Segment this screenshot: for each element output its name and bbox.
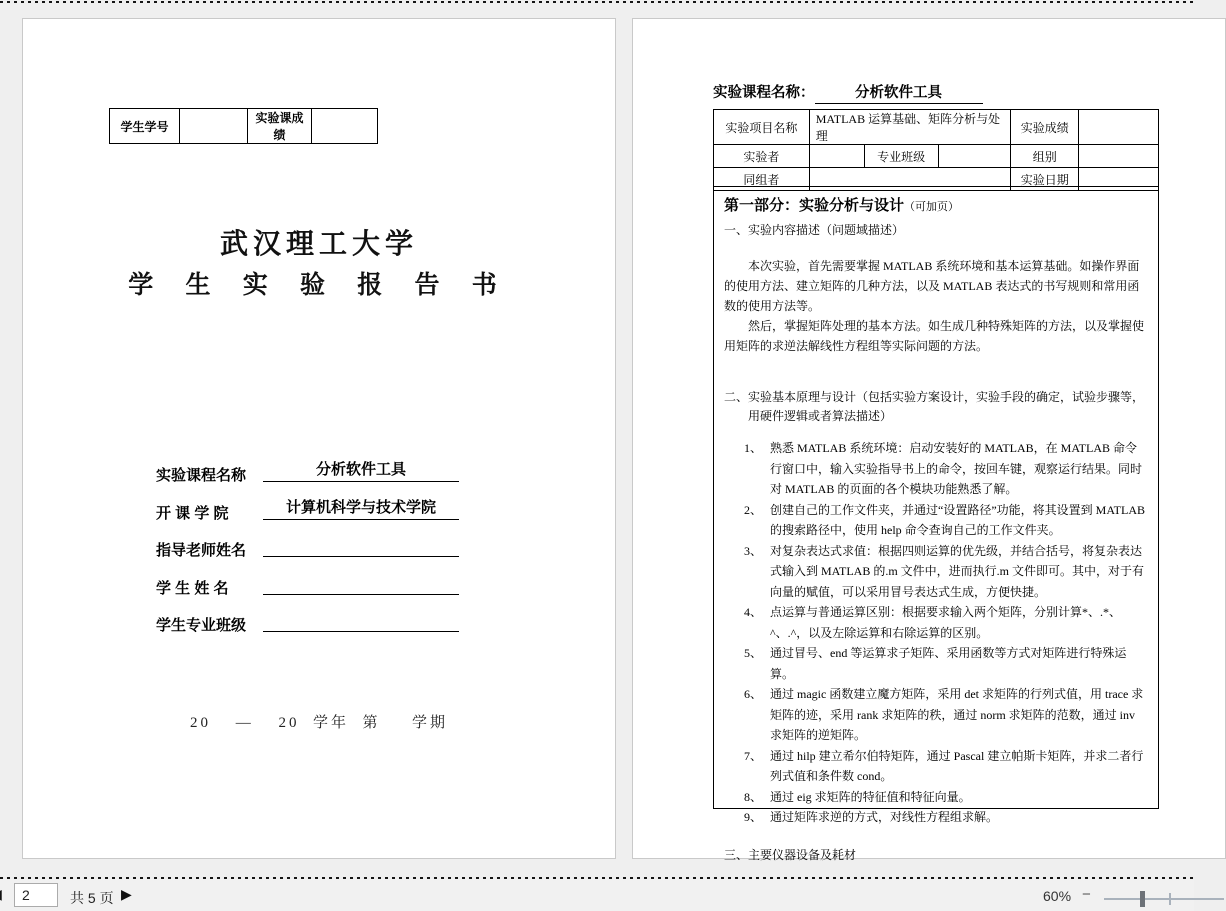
course-name-line: [713, 81, 983, 104]
field-advisor-name: [156, 531, 486, 569]
grade-table-label-course-grade: 实验课成绩: [248, 109, 312, 144]
step-text: 创建自己的工作文件夹，并通过“设置路径”功能，将其设置到 MATLAB 的搜索路径中，使用 help 命令查询自己的工作文件夹。: [770, 502, 1145, 537]
zoom-level-label: 60%: [1043, 888, 1072, 904]
student-grade-table: [109, 108, 378, 144]
step-text: 熟悉 MATLAB 系统环境：启动安装好的 MATLAB，在 MATLAB 命令行窗口中，输入实验指导书上的命令，按回车键，观察运行结果。同时对 MATLAB 的页面的各个模块功能熟悉了解。: [770, 441, 1143, 496]
step-text: 通过 magic 函数建立魔方矩阵，采用 det 求矩阵的行列式值，用 trace 求矩阵的迹，采用 rank 求矩阵的秩，通过 norm 求矩阵的范数，通过 inv 求矩阵的逆矩阵。: [770, 687, 1144, 742]
field-college: [156, 494, 486, 532]
section3-title: 三、主要仪器设备及耗材: [724, 847, 857, 862]
total-pages-label: 共 5 页: [70, 890, 114, 906]
field-label: 学生专业班级: [156, 617, 247, 634]
next-page-icon[interactable]: ▶: [121, 886, 132, 902]
step-number: 3、: [744, 543, 763, 558]
university-title: 武汉理工大学: [219, 229, 418, 260]
step-number: 1、: [744, 441, 763, 455]
part1-title: 第一部分：实验分析与设计: [724, 197, 905, 214]
label-experiment-date: 实验日期: [1011, 168, 1079, 191]
document-page-2: [632, 18, 1226, 862]
section1-title: 一、实验内容描述（问题域描述）: [724, 223, 905, 237]
list-item: [744, 602, 1148, 643]
list-item: [744, 746, 1148, 787]
zoom-out-icon[interactable]: −: [1082, 886, 1091, 903]
document-page-1: [22, 18, 616, 859]
section1-paragraph-1: 本次实验，首先需要掌握 MATLAB 系统环境和基本运算基础。如操作界面的使用方法、建立矩阵的几种方法，以及 MATLAB 表达式的书写规则和常用函数的使用方法等。: [724, 259, 1140, 313]
zoom-slider-center-tick: [1169, 893, 1171, 905]
course-name-value: 分析软件工具: [815, 81, 983, 104]
label-teammates: 同组者: [714, 168, 810, 191]
step-number: 8、: [744, 789, 763, 804]
field-label: 指导老师姓名: [156, 542, 247, 559]
grade-table-course-grade-value: [312, 109, 378, 144]
label-experimenter: 实验者: [714, 145, 810, 168]
field-value-underline: [263, 606, 459, 632]
part1-section-box: [713, 186, 1159, 862]
table-row: [714, 110, 1159, 145]
section1-paragraph-2: 然后，掌握矩阵处理的基本方法。如生成几种特殊矩阵的方法，以及掌握使用矩阵的求逆法解线性方程组等实际问题的方法。: [724, 319, 1145, 353]
part1-note: （可加页）: [904, 201, 960, 213]
label-major-class: 专业班级: [864, 145, 938, 168]
field-value-underline: [263, 569, 459, 595]
field-value-underline: 分析软件工具: [263, 456, 459, 482]
list-item: [744, 807, 1148, 828]
field-label: 实验课程名称: [156, 467, 247, 484]
step-number: 5、: [744, 646, 763, 660]
table-row: [714, 145, 1159, 168]
course-name-label: 实验课程名称：: [713, 85, 815, 101]
grade-table-label-student-id: 学生学号: [110, 109, 180, 144]
experimenter-value: [809, 145, 864, 168]
list-item: [744, 684, 1148, 746]
page-number-input[interactable]: [14, 883, 58, 907]
list-item: [744, 643, 1148, 684]
list-item: [744, 787, 1148, 808]
procedure-steps-list: [724, 438, 1148, 828]
step-number: 2、: [744, 502, 763, 517]
field-label: 开 课 学 院: [156, 504, 229, 522]
list-item: [744, 500, 1148, 541]
step-text: 对复杂表达式求值：根据四则运算的优先级，并结合括号，将复杂表达式输入到 MATLAB 的.m 文件中，进而执行.m 文件即可。其中，对于有向量的赋值，可以采用冒号表达式生成，方便快捷。: [770, 543, 1145, 599]
field-student-class: [156, 606, 486, 644]
step-number: 7、: [744, 748, 763, 763]
step-text: 点运算与普通运算区别：根据要求输入两个矩阵，分别计算*、.*、^、.^，以及左除运算和右除运算的区别。: [770, 605, 1122, 640]
section2-title: 二、实验基本原理与设计（包括实验方案设计，实验手段的确定，试验步骤等，用硬件逻辑或者算法描述）: [724, 390, 1145, 423]
project-name-value: MATLAB 运算基础、矩阵分析与处理: [809, 110, 1011, 145]
cover-form-fields: [156, 456, 486, 644]
list-item: [744, 541, 1148, 603]
zoom-slider-track[interactable]: [1104, 898, 1224, 900]
step-number: 9、: [744, 810, 763, 824]
list-item: [744, 438, 1148, 500]
previous-page-icon[interactable]: [0, 886, 2, 903]
experiment-grade-value: [1079, 110, 1159, 145]
field-label: 学 生 姓 名: [156, 579, 229, 597]
step-number: 4、: [744, 605, 763, 619]
field-course-name: [156, 456, 486, 494]
group-value: [1079, 145, 1159, 168]
experiment-info-table: [713, 109, 1159, 191]
grade-table-student-id-value: [180, 109, 248, 144]
step-text: 通过冒号、end 等运算求子矩阵、采用函数等方式对矩阵进行特殊运算。: [770, 646, 1127, 681]
label-project-name: 实验项目名称: [714, 110, 810, 145]
step-text: 通过 hilp 建立希尔伯特矩阵，通过 Pascal 建立帕斯卡矩阵，并求二者行列式值和条件数 cond。: [770, 748, 1144, 783]
zoom-slider-thumb[interactable]: [1140, 891, 1145, 907]
step-number: 6、: [744, 687, 763, 701]
field-value-underline: [263, 531, 459, 557]
part1-heading: [724, 194, 1148, 215]
academic-term-line: 20 — 20 学年 第 学期: [189, 715, 448, 731]
major-class-value: [938, 145, 1011, 168]
label-group: 组别: [1011, 145, 1079, 168]
selection-marquee-top: [0, 1, 1194, 3]
report-title: 学 生 实 验 报 告 书: [128, 272, 510, 299]
field-value-underline: 计算机科学与技术学院: [263, 494, 459, 520]
step-text: 通过矩阵求逆的方式，对线性方程组求解。: [770, 810, 999, 824]
field-student-name: [156, 569, 486, 607]
label-experiment-grade: 实验成绩: [1011, 110, 1079, 145]
step-text: 通过 eig 求矩阵的特征值和特征向量。: [770, 789, 971, 804]
status-bar: [0, 879, 1194, 911]
